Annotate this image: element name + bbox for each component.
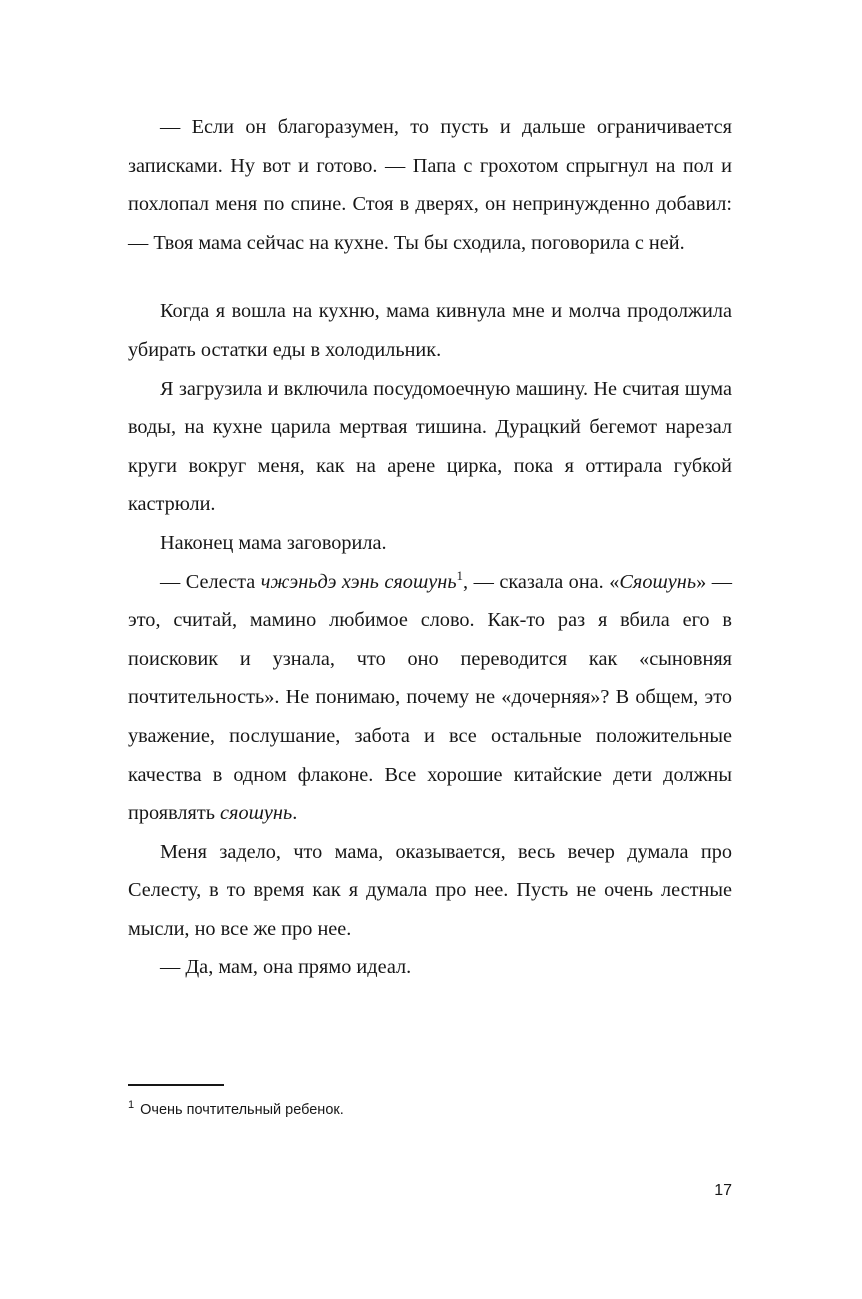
paragraph-5-segment-3: » — это, считай, мамино любимое слово. Как-то раз я вбила его в поисковик и узнала, что оно переводится как «сыновняя почтительность». Не понимаю, почему не «дочерняя»? В общем, это уважение, послушание, забота и все остальные положительные качества в одном флаконе. Все хорошие китайские дети должны проявлять <box>128 570 732 825</box>
paragraph-5-italic-word-2: сяошунь <box>220 802 293 825</box>
footnote-area <box>128 1084 732 1120</box>
paragraph-5-italic-phrase: чжэньдэ хэнь сяошунь <box>260 570 457 593</box>
paragraph-5-italic-word-1: Сяошунь <box>619 570 697 593</box>
body-text-column <box>128 108 732 987</box>
paragraph-4: Наконец мама заговорила. <box>160 531 387 554</box>
paragraph-1: — Если он благоразумен, то пусть и дальше ограничивается записками. Ну вот и готово. — Папа с грохотом спрыгнул на пол и похлопал меня по спине. Стоя в дверях, он непринужденно добавил: — Твоя мама сейчас на кухне. Ты бы сходила, поговорила с ней. <box>128 116 732 254</box>
footnote-marker: 1 <box>128 1099 135 1112</box>
page-number: 17 <box>714 1182 732 1199</box>
footnote-reference-1[interactable]: 1 <box>456 567 464 583</box>
paragraph-5-segment-1: — Селеста <box>160 570 261 593</box>
paragraph-2: Когда я вошла на кухню, мама кивнула мне и молча продолжила убирать остатки еды в холодильник. <box>128 300 732 361</box>
paragraph-5-segment-2: , — сказала она. « <box>463 570 620 593</box>
footnote-separator-rule <box>128 1084 224 1086</box>
paragraph-5-segment-4: . <box>292 802 298 825</box>
footnote-1 <box>128 1100 732 1120</box>
paragraph-6: Меня задело, что мама, оказывается, весь вечер думала про Селесту, в то время как я думала про нее. Пусть не очень лестные мысли, но все же про нее. <box>128 840 732 940</box>
footnote-body: Очень почтительный ребенок. <box>140 1102 344 1118</box>
paragraph-3: Я загрузила и включила посудомоечную машину. Не считая шума воды, на кухне царила мертвая тишина. Дурацкий бегемот нарезал круги вокруг меня, как на арене цирка, пока я оттирала губкой кастрюли. <box>128 377 732 516</box>
paragraph-5 <box>128 563 732 833</box>
paragraph-7: — Да, мам, она прямо идеал. <box>160 956 412 979</box>
